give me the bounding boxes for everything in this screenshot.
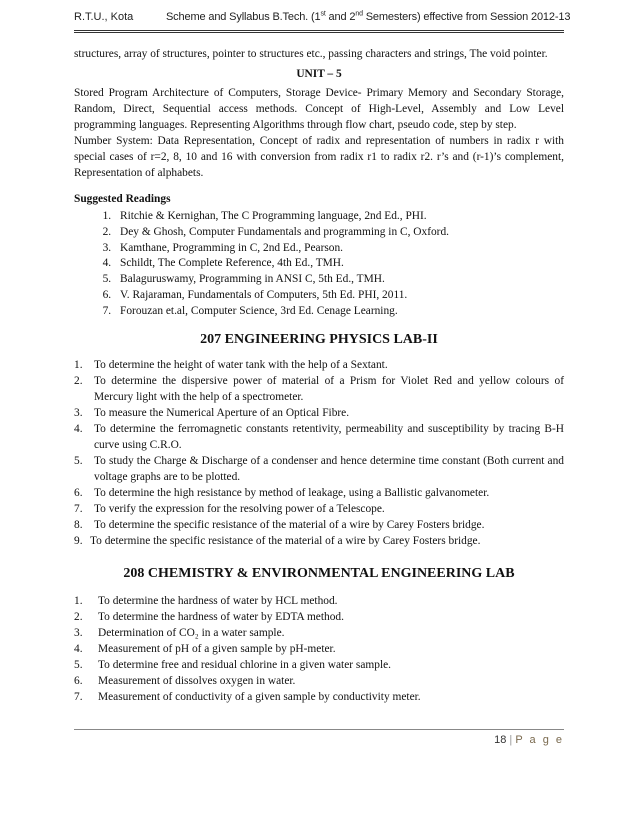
experiment-text: To determine the specific resistance of the material of a wire by Carey Fosters bridge.: [94, 518, 485, 531]
experiment-number: 3.: [74, 626, 83, 639]
suggested-readings-list: [74, 209, 564, 320]
experiment-number: 7.: [74, 502, 83, 515]
lab208-experiment: [74, 593, 564, 609]
lab208-experiment: [74, 641, 564, 657]
experiment-number: 4.: [74, 642, 83, 655]
reading-item: 7. Forouzan et.al, Computer Science, 3rd Ed. Cenage Learning.: [114, 304, 564, 320]
experiment-text: To determine the dispersive power of material of a Prism for Violet Red and yellow colours of Mercury light with the help of a spectrometer.: [94, 374, 564, 403]
lab207-experiment: [74, 421, 564, 453]
lab207-experiment: [74, 533, 564, 549]
lab208-list: [74, 593, 564, 705]
lab207-experiment: [74, 405, 564, 421]
header-institution: R.T.U., Kota: [74, 11, 134, 23]
experiment-number: 8.: [74, 518, 83, 531]
lab207-list: [74, 357, 564, 549]
experiment-text: To determine free and residual chlorine in a given water sample.: [98, 658, 392, 671]
intro-paragraph: structures, array of structures, pointer to structures etc., passing characters and strings, The void pointer.: [74, 48, 548, 60]
lab207-experiment: [74, 501, 564, 517]
experiment-text: To determine the high resistance by method of leakage, using a Ballistic galvanometer.: [94, 486, 490, 499]
reading-item: 3. Kamthane, Programming in C, 2nd Ed., Pearson.: [114, 241, 564, 257]
lab208-experiment: [74, 673, 564, 689]
running-header: [74, 9, 571, 29]
unit5-heading: UNIT – 5: [296, 68, 342, 80]
experiment-number: 1.: [74, 594, 83, 607]
experiment-text: Measurement of conductivity of a given sample by conductivity meter.: [98, 690, 421, 703]
page-footer: [494, 734, 564, 746]
experiment-text: Measurement of pH of a given sample by pH-meter.: [98, 642, 336, 655]
experiment-text: To determine the ferromagnetic constants retentivity, permeability and susceptibility by tracing B-H curve using C.R.O.: [94, 422, 564, 451]
header-rule: [74, 30, 564, 33]
experiment-number: 9.: [74, 534, 83, 547]
experiment-number: 6.: [74, 486, 83, 499]
experiment-text: Measurement of dissolves oxygen in water.: [98, 674, 296, 687]
page-label: P a g e: [515, 734, 564, 746]
lab207-experiment: [74, 373, 564, 405]
reading-item: 2. Dey & Ghosh, Computer Fundamentals and programming in C, Oxford.: [114, 225, 564, 241]
reading-item: 4. Schildt, The Complete Reference, 4th Ed., TMH.: [114, 256, 564, 272]
lab208-title: 208 CHEMISTRY & ENVIRONMENTAL ENGINEERING LAB: [123, 565, 515, 581]
lab207-experiment: [74, 453, 564, 485]
experiment-number: 6.: [74, 674, 83, 687]
lab208-experiment: [74, 609, 564, 625]
page-body: [74, 48, 564, 705]
lab207-title: 207 ENGINEERING PHYSICS LAB-II: [200, 331, 438, 347]
experiment-number: 5.: [74, 454, 83, 467]
experiment-number: 7.: [74, 690, 83, 703]
footer-rule: [74, 729, 564, 730]
reading-item: 1. Ritchie & Kernighan, The C Programming language, 2nd Ed., PHI.: [114, 209, 564, 225]
lab208-experiment: [74, 689, 564, 705]
header-title: Scheme and Syllabus B.Tech. (1st and 2nd Semesters) effective from Session 2012-13: [166, 10, 571, 23]
experiment-text: To determine the specific resistance of the material of a wire by Carey Fosters bridge.: [90, 534, 481, 547]
reading-item: 5. Balaguruswamy, Programming in ANSI C, 5th Ed., TMH.: [114, 272, 564, 288]
experiment-number: 1.: [74, 358, 83, 371]
page-number: 18: [494, 734, 507, 746]
footer-separator: |: [509, 734, 513, 746]
experiment-number: 5.: [74, 658, 83, 671]
experiment-number: 3.: [74, 406, 83, 419]
experiment-text: To verify the expression for the resolving power of a Telescope.: [94, 502, 385, 515]
lab207-experiment: [74, 357, 564, 373]
lab208-experiment: [74, 657, 564, 673]
experiment-number: 4.: [74, 422, 83, 435]
unit5-paragraph-1: Stored Program Architecture of Computers, Storage Device- Primary Memory and Secondary Storage, Random, Direct, Sequential access methods. Concept of High-Level, Assembly and Low Level programming languages. Representing Algorithms through flow chart, pseudo code, step by step.: [74, 87, 564, 131]
suggested-readings-title: Suggested Readings: [74, 193, 171, 205]
experiment-number: 2.: [74, 610, 83, 623]
experiment-text: To measure the Numerical Aperture of an Optical Fibre.: [94, 406, 350, 419]
lab208-experiment: [74, 625, 564, 641]
lab207-experiment: [74, 517, 564, 533]
experiment-text: To determine the hardness of water by HCL method.: [98, 594, 338, 607]
lab207-experiment: [74, 485, 564, 501]
experiment-text: Determination of CO₂ in a water sample.: [98, 626, 285, 639]
experiment-text: To determine the hardness of water by EDTA method.: [98, 610, 344, 623]
reading-item: 6. V. Rajaraman, Fundamentals of Computers, 5th Ed. PHI, 2011.: [114, 288, 564, 304]
experiment-text: To study the Charge & Discharge of a condenser and hence determine time constant (Both current and voltage graphs are to be plotted.: [94, 454, 564, 483]
unit5-paragraph-2: Number System: Data Representation, Concept of radix and representation of numbers in radix r with special cases of r=2, 8, 10 and 16 with conversion from radix r1 to radix r2. r’s and (r-1)’s complement, Representation of alphabets.: [74, 135, 564, 179]
experiment-text: To determine the height of water tank with the help of a Sextant.: [94, 358, 388, 371]
experiment-number: 2.: [74, 374, 83, 387]
